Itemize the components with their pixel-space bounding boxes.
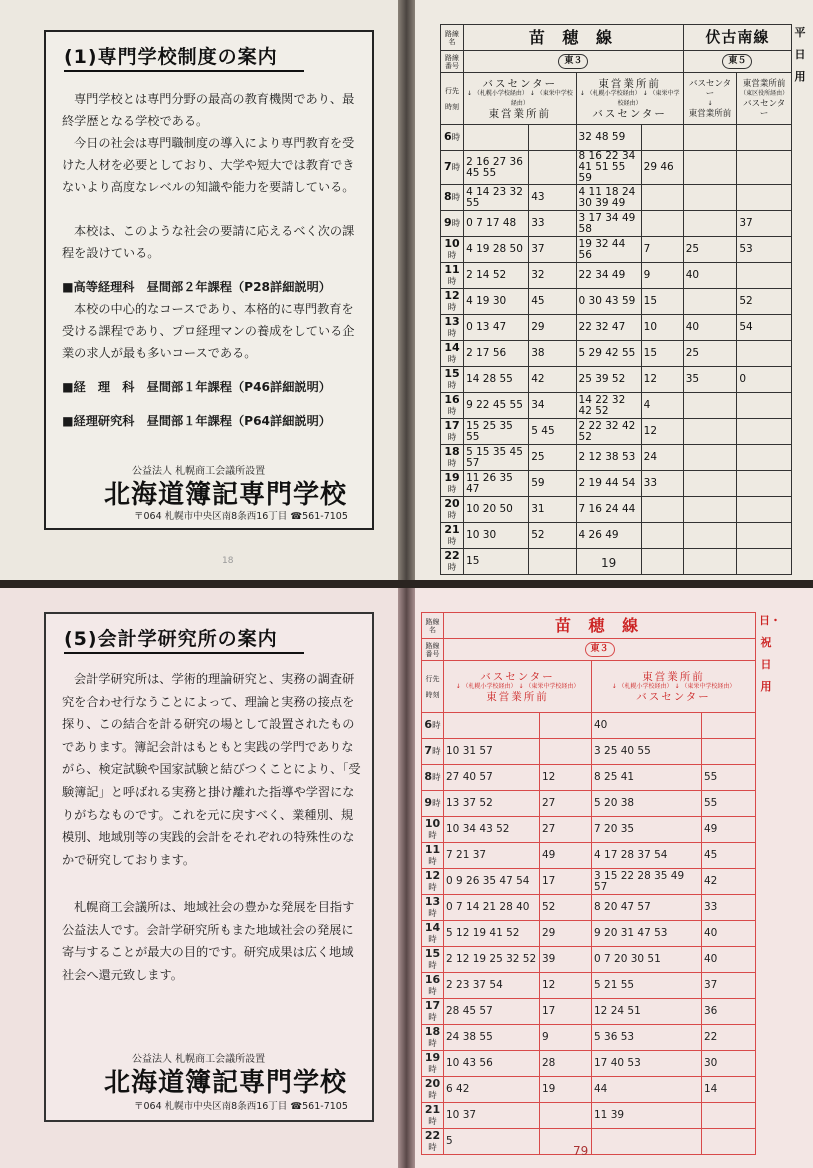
departure-minutes-cell xyxy=(683,471,737,497)
weekday-timetable-body xyxy=(441,125,792,575)
departure-minutes-cell: 25 39 52 xyxy=(576,367,641,393)
departure-minutes-cell xyxy=(641,211,683,237)
departure-minutes-cell: 8 16 22 34 41 51 55 59 xyxy=(576,151,641,185)
info-box xyxy=(44,30,374,530)
page-number-79: 79 xyxy=(573,1144,589,1158)
departure-minutes-cell: 19 xyxy=(540,1077,592,1103)
departure-minutes-cell xyxy=(641,185,683,211)
departure-minutes-cell xyxy=(702,1103,756,1129)
timetable-row xyxy=(422,869,756,895)
timetable-row xyxy=(422,895,756,921)
course-accounting-research: ■経理研究科 昼間部１年課程（P64詳細説明） xyxy=(62,414,331,428)
timetable-row xyxy=(422,1103,756,1129)
route-higashi3-badge: 東３ xyxy=(558,54,588,69)
departure-minutes-cell: 5 21 55 xyxy=(592,973,702,999)
departure-minutes-cell: 3 25 40 55 xyxy=(592,739,702,765)
departure-minutes-cell xyxy=(529,549,576,575)
departure-minutes-cell: 9 20 31 47 53 xyxy=(592,921,702,947)
holiday-direction-bc-to-depot: バスセンター ↓ （札幌小学校経由） ↓ （東栄中学校経由） 東営業所前 xyxy=(444,661,592,713)
departure-minutes-cell: 22 xyxy=(702,1025,756,1051)
departure-minutes-cell xyxy=(683,445,737,471)
hour-cell: 16時 xyxy=(422,973,444,999)
departure-minutes-cell: 8 25 41 xyxy=(592,765,702,791)
hour-cell: 20時 xyxy=(441,497,464,523)
departure-minutes-cell: 4 26 49 xyxy=(576,523,641,549)
departure-minutes-cell: 0 7 14 21 28 40 xyxy=(444,895,540,921)
departure-minutes-cell: 55 xyxy=(702,791,756,817)
holiday-timetable xyxy=(421,612,756,1155)
school-address: 〒064 札幌市中央区南8条西16丁目 ☎561-7105 xyxy=(134,511,348,522)
departure-minutes-cell: 4 19 28 50 xyxy=(464,237,529,263)
hour-cell: 12時 xyxy=(422,869,444,895)
hour-cell: 6時 xyxy=(422,713,444,739)
departure-minutes-cell: 25 xyxy=(529,445,576,471)
holiday-header-route-label: 路線番号 xyxy=(422,639,444,661)
route-higashi3 xyxy=(464,51,684,73)
departure-minutes-cell xyxy=(444,713,540,739)
departure-minutes-cell xyxy=(702,713,756,739)
photo-divider xyxy=(0,580,813,588)
departure-minutes-cell xyxy=(464,125,529,151)
weekday-side-label: 平日用 xyxy=(794,26,806,83)
institute-sponsor-text: 公益法人 札幌商工会議所設置 xyxy=(132,1054,266,1065)
departure-minutes-cell: 5 36 53 xyxy=(592,1025,702,1051)
departure-minutes-cell: 19 32 44 56 xyxy=(576,237,641,263)
info-paragraph-1: 専門学校とは専門分野の最高の教育機関であり、最終学歴となる学校である。 xyxy=(62,92,355,128)
departure-minutes-cell: 2 12 19 25 32 52 xyxy=(444,947,540,973)
departure-minutes-cell xyxy=(529,151,576,185)
departure-minutes-cell xyxy=(702,1129,756,1155)
departure-minutes-cell: 15 25 35 55 xyxy=(464,419,529,445)
page-number-19: 19 xyxy=(601,556,617,570)
departure-minutes-cell: 40 xyxy=(683,263,737,289)
timetable-row xyxy=(441,211,792,237)
departure-minutes-cell: 52 xyxy=(737,289,792,315)
hour-cell: 7時 xyxy=(422,739,444,765)
hour-cell: 18時 xyxy=(422,1025,444,1051)
hour-cell: 16時 xyxy=(441,393,464,419)
info-paragraph-3: 本校は、このような社会の要請に応えるべく次の課程を設けている。 xyxy=(62,224,355,260)
departure-minutes-cell xyxy=(737,419,792,445)
hour-cell: 13時 xyxy=(441,315,464,341)
departure-minutes-cell: 6 42 xyxy=(444,1077,540,1103)
departure-minutes-cell xyxy=(641,549,683,575)
departure-minutes-cell: 0 9 26 35 47 54 xyxy=(444,869,540,895)
departure-minutes-cell: 0 7 20 30 51 xyxy=(592,947,702,973)
hour-cell: 17時 xyxy=(441,419,464,445)
departure-minutes-cell: 33 xyxy=(529,211,576,237)
hour-cell: 17時 xyxy=(422,999,444,1025)
departure-minutes-cell xyxy=(683,419,737,445)
page-footer-number: 18 xyxy=(222,556,234,566)
departure-minutes-cell: 15 xyxy=(464,549,529,575)
header-route-label: 路線番号 xyxy=(441,51,464,73)
departure-minutes-cell: 52 xyxy=(529,523,576,549)
departure-minutes-cell: 40 xyxy=(702,921,756,947)
departure-minutes-cell xyxy=(683,151,737,185)
course-accounting: ■経 理 科 昼間部１年課程（P46詳細説明） xyxy=(62,380,331,394)
departure-minutes-cell: 10 30 xyxy=(464,523,529,549)
departure-minutes-cell: 53 xyxy=(737,237,792,263)
departure-minutes-cell: 13 37 52 xyxy=(444,791,540,817)
departure-minutes-cell xyxy=(683,289,737,315)
departure-minutes-cell: 10 34 43 52 xyxy=(444,817,540,843)
weekday-timetable xyxy=(440,24,792,575)
departure-minutes-cell: 40 xyxy=(592,713,702,739)
info-title: (1)専門学校制度の案内 xyxy=(64,46,278,68)
departure-minutes-cell: 0 13 47 xyxy=(464,315,529,341)
departure-minutes-cell: 11 39 xyxy=(592,1103,702,1129)
departure-minutes-cell xyxy=(737,263,792,289)
hour-cell: 15時 xyxy=(441,367,464,393)
departure-minutes-cell: 37 xyxy=(702,973,756,999)
departure-minutes-cell: 5 15 35 45 57 xyxy=(464,445,529,471)
departure-minutes-cell: 4 14 23 32 55 xyxy=(464,185,529,211)
info-paragraph-2: 今日の社会は専門職制度の導入により専門教育を受けた人材を必要としており、大学や短大では教育できないより高度なレベルの知識や能力を要請している。 xyxy=(62,136,355,194)
departure-minutes-cell xyxy=(529,125,576,151)
departure-minutes-cell: 29 xyxy=(529,315,576,341)
timetable-row xyxy=(441,341,792,367)
departure-minutes-cell: 10 31 57 xyxy=(444,739,540,765)
departure-minutes-cell: 3 15 22 28 35 49 57 xyxy=(592,869,702,895)
departure-minutes-cell: 12 xyxy=(641,419,683,445)
page-research-institute xyxy=(0,588,398,1168)
departure-minutes-cell: 7 20 35 xyxy=(592,817,702,843)
school-name: 北海道簿記専門学校 xyxy=(104,480,348,510)
departure-minutes-cell: 2 14 52 xyxy=(464,263,529,289)
departure-minutes-cell: 9 xyxy=(540,1025,592,1051)
departure-minutes-cell xyxy=(737,185,792,211)
departure-minutes-cell xyxy=(683,185,737,211)
departure-minutes-cell: 15 xyxy=(641,341,683,367)
departure-minutes-cell: 10 37 xyxy=(444,1103,540,1129)
departure-minutes-cell: 33 xyxy=(702,895,756,921)
hour-cell: 20時 xyxy=(422,1077,444,1103)
departure-minutes-cell xyxy=(683,523,737,549)
departure-minutes-cell: 35 xyxy=(683,367,737,393)
departure-minutes-cell: 45 xyxy=(529,289,576,315)
departure-minutes-cell: 4 xyxy=(641,393,683,419)
holiday-route-badge: 東３ xyxy=(585,642,615,657)
departure-minutes-cell: 0 xyxy=(737,367,792,393)
hour-cell: 11時 xyxy=(422,843,444,869)
line-fushiko-minami: 伏古南線 xyxy=(683,25,791,51)
title-underline xyxy=(64,70,304,72)
departure-minutes-cell: 36 xyxy=(702,999,756,1025)
hour-cell: 15時 xyxy=(422,947,444,973)
hour-cell: 8時 xyxy=(422,765,444,791)
hour-cell: 13時 xyxy=(422,895,444,921)
departure-minutes-cell xyxy=(540,739,592,765)
departure-minutes-cell xyxy=(683,211,737,237)
timetable-row xyxy=(422,843,756,869)
departure-minutes-cell xyxy=(737,549,792,575)
header-dest-hour-label: 行先 時刻 xyxy=(441,73,464,125)
departure-minutes-cell: 27 xyxy=(540,791,592,817)
timetable-row xyxy=(441,237,792,263)
departure-minutes-cell: 14 22 32 42 52 xyxy=(576,393,641,419)
departure-minutes-cell: 40 xyxy=(702,947,756,973)
departure-minutes-cell xyxy=(737,151,792,185)
departure-minutes-cell: 28 xyxy=(540,1051,592,1077)
timetable-row xyxy=(422,1077,756,1103)
timetable-row xyxy=(422,1025,756,1051)
departure-minutes-cell: 5 12 19 41 52 xyxy=(444,921,540,947)
timetable-row xyxy=(441,419,792,445)
timetable-row xyxy=(422,817,756,843)
timetable-row xyxy=(422,973,756,999)
departure-minutes-cell: 37 xyxy=(529,237,576,263)
departure-minutes-cell: 4 19 30 xyxy=(464,289,529,315)
departure-minutes-cell xyxy=(540,1103,592,1129)
departure-minutes-cell xyxy=(683,125,737,151)
departure-minutes-cell xyxy=(737,125,792,151)
timetable-row xyxy=(422,739,756,765)
departure-minutes-cell: 31 xyxy=(529,497,576,523)
departure-minutes-cell: 12 24 51 xyxy=(592,999,702,1025)
departure-minutes-cell: 27 40 57 xyxy=(444,765,540,791)
timetable-row xyxy=(441,315,792,341)
departure-minutes-cell xyxy=(702,739,756,765)
departure-minutes-cell xyxy=(737,341,792,367)
departure-minutes-cell: 2 12 38 53 xyxy=(576,445,641,471)
hour-cell: 14時 xyxy=(441,341,464,367)
timetable-row xyxy=(441,125,792,151)
holiday-header-line-label: 路線名 xyxy=(422,613,444,639)
departure-minutes-cell xyxy=(641,523,683,549)
departure-minutes-cell xyxy=(737,523,792,549)
timetable-row xyxy=(422,765,756,791)
departure-minutes-cell: 59 xyxy=(529,471,576,497)
timetable-row xyxy=(422,921,756,947)
departure-minutes-cell: 24 38 55 xyxy=(444,1025,540,1051)
holiday-header-dest-hour-label: 行先 時刻 xyxy=(422,661,444,713)
timetable-row xyxy=(441,523,792,549)
hour-cell: 21時 xyxy=(422,1103,444,1129)
holiday-line-naebo: 苗 穂 線 xyxy=(444,613,756,639)
departure-minutes-cell: 12 xyxy=(540,765,592,791)
timetable-row xyxy=(422,791,756,817)
route-higashi5-badge: 東５ xyxy=(722,54,752,69)
direction-fushiko-out: バスセンター ↓ 東営業所前 xyxy=(683,73,737,125)
hour-cell: 18時 xyxy=(441,445,464,471)
hour-cell: 9時 xyxy=(422,791,444,817)
departure-minutes-cell: 5 20 38 xyxy=(592,791,702,817)
departure-minutes-cell xyxy=(683,497,737,523)
page-weekday-timetable xyxy=(415,0,813,580)
departure-minutes-cell xyxy=(737,497,792,523)
departure-minutes-cell: 10 xyxy=(641,315,683,341)
institute-title: (5)会計学研究所の案内 xyxy=(64,628,278,650)
departure-minutes-cell: 38 xyxy=(529,341,576,367)
departure-minutes-cell: 32 48 59 xyxy=(576,125,641,151)
departure-minutes-cell: 49 xyxy=(702,817,756,843)
hour-cell: 21時 xyxy=(441,523,464,549)
departure-minutes-cell: 25 xyxy=(683,341,737,367)
hour-cell: 19時 xyxy=(422,1051,444,1077)
timetable-row xyxy=(441,263,792,289)
timetable-row xyxy=(441,151,792,185)
timetable-row xyxy=(441,185,792,211)
book-gutter-bottom xyxy=(398,588,415,1168)
departure-minutes-cell: 43 xyxy=(529,185,576,211)
departure-minutes-cell: 10 20 50 xyxy=(464,497,529,523)
departure-minutes-cell: 32 xyxy=(529,263,576,289)
departure-minutes-cell xyxy=(540,713,592,739)
timetable-row xyxy=(422,1051,756,1077)
timetable-row xyxy=(441,289,792,315)
departure-minutes-cell: 39 xyxy=(540,947,592,973)
departure-minutes-cell: 17 xyxy=(540,869,592,895)
institute-info-box xyxy=(44,612,374,1122)
departure-minutes-cell: 2 22 32 42 52 xyxy=(576,419,641,445)
timetable-row xyxy=(441,471,792,497)
timetable-row xyxy=(441,367,792,393)
departure-minutes-cell: 12 xyxy=(641,367,683,393)
departure-minutes-cell: 29 xyxy=(540,921,592,947)
departure-minutes-cell: 4 17 28 37 54 xyxy=(592,843,702,869)
holiday-route-higashi3 xyxy=(444,639,756,661)
timetable-row xyxy=(441,497,792,523)
departure-minutes-cell: 2 17 56 xyxy=(464,341,529,367)
departure-minutes-cell: 52 xyxy=(540,895,592,921)
departure-minutes-cell: 2 16 27 36 45 55 xyxy=(464,151,529,185)
timetable-row xyxy=(422,947,756,973)
departure-minutes-cell: 3 17 34 49 58 xyxy=(576,211,641,237)
sponsor-text: 公益法人 札幌商工会議所設置 xyxy=(132,466,266,477)
page-school-info xyxy=(0,0,398,580)
direction-bc-to-depot: バスセンター ↓ （札幌小学校経由） ↓ （東栄中学校経由） 東営業所前 xyxy=(464,73,576,125)
departure-minutes-cell: 2 19 44 54 xyxy=(576,471,641,497)
departure-minutes-cell: 7 21 37 xyxy=(444,843,540,869)
departure-minutes-cell: 49 xyxy=(540,843,592,869)
departure-minutes-cell: 22 32 47 xyxy=(576,315,641,341)
departure-minutes-cell xyxy=(592,1129,702,1155)
departure-minutes-cell: 22 34 49 xyxy=(576,263,641,289)
line-naebo: 苗 穂 線 xyxy=(464,25,684,51)
departure-minutes-cell: 25 xyxy=(683,237,737,263)
departure-minutes-cell: 7 16 24 44 xyxy=(576,497,641,523)
departure-minutes-cell: 40 xyxy=(683,315,737,341)
direction-depot-to-bc: 東営業所前 ↓ （札幌小学校経由） ↓ （東栄中学校経由） バスセンター xyxy=(576,73,683,125)
departure-minutes-cell: 17 xyxy=(540,999,592,1025)
departure-minutes-cell: 28 45 57 xyxy=(444,999,540,1025)
hour-cell: 12時 xyxy=(441,289,464,315)
timetable-row xyxy=(422,713,756,739)
institute-school-name: 北海道簿記専門学校 xyxy=(104,1068,348,1098)
course-advanced-desc: 本校の中心的なコースであり、本格的に専門教育を受ける課程であり、プロ経理マンの養成をしている企業の求人が最も多いコースである。 xyxy=(62,302,355,360)
departure-minutes-cell: 5 29 42 55 xyxy=(576,341,641,367)
departure-minutes-cell xyxy=(641,125,683,151)
departure-minutes-cell: 30 xyxy=(702,1051,756,1077)
hour-cell: 7時 xyxy=(441,151,464,185)
hour-cell: 22時 xyxy=(422,1129,444,1155)
hour-cell: 19時 xyxy=(441,471,464,497)
holiday-direction-depot-to-bc: 東営業所前 ↓ （札幌小学校経由） ↓ （東栄中学校経由） バスセンター xyxy=(592,661,756,713)
departure-minutes-cell xyxy=(737,393,792,419)
book-gutter-top xyxy=(398,0,415,580)
departure-minutes-cell xyxy=(683,549,737,575)
departure-minutes-cell: 33 xyxy=(641,471,683,497)
departure-minutes-cell: 5 45 xyxy=(529,419,576,445)
course-advanced-accounting: ■高等経理科 昼間部２年課程（P28詳細説明） xyxy=(62,280,331,294)
direction-fushiko-in: 東営業所前 （東区役所経由） バスセンター xyxy=(737,73,792,125)
institute-title-underline xyxy=(64,652,304,654)
hour-cell: 14時 xyxy=(422,921,444,947)
institute-paragraph-2: 札幌商工会議所は、地域社会の豊かな発展を目指す公益法人です。会計学研究所もまた地域社会の発展に寄与することが最大の目的です。研究成果は広く地域社会へ還元致します。 xyxy=(62,900,355,982)
hour-cell: 10時 xyxy=(422,817,444,843)
departure-minutes-cell: 44 xyxy=(592,1077,702,1103)
departure-minutes-cell: 42 xyxy=(529,367,576,393)
departure-minutes-cell: 42 xyxy=(702,869,756,895)
holiday-timetable-body xyxy=(422,713,756,1155)
page-holiday-timetable xyxy=(415,588,813,1168)
hour-cell: 8時 xyxy=(441,185,464,211)
departure-minutes-cell: 37 xyxy=(737,211,792,237)
departure-minutes-cell: 27 xyxy=(540,817,592,843)
departure-minutes-cell: 7 xyxy=(641,237,683,263)
departure-minutes-cell: 8 20 47 57 xyxy=(592,895,702,921)
header-line-label: 路線名 xyxy=(441,25,464,51)
departure-minutes-cell: 0 7 17 48 xyxy=(464,211,529,237)
departure-minutes-cell: 2 23 37 54 xyxy=(444,973,540,999)
departure-minutes-cell: 17 40 53 xyxy=(592,1051,702,1077)
departure-minutes-cell: 5 xyxy=(444,1129,540,1155)
departure-minutes-cell: 55 xyxy=(702,765,756,791)
departure-minutes-cell: 14 28 55 xyxy=(464,367,529,393)
institute-paragraph-1: 会計学研究所は、学術的理論研究と、実務の調査研究を合わせ行なうことによって、理論と実務の接点を探り、この結合を計る研究の場として設置されたものであります。簿記会計はもともと実践の学門でありながら、検定試験や国家試験と結びつくことにより、「受験簿記」と呼ばれる実務と掛け離れた指導や学習になりがちなものです。これを元に戻すべく、業種別、規模別、地域別等の実践的会計をそれぞれの特殊性のなかで研究しております。 xyxy=(62,672,361,867)
departure-minutes-cell: 15 xyxy=(641,289,683,315)
departure-minutes-cell: 9 22 45 55 xyxy=(464,393,529,419)
timetable-row xyxy=(441,393,792,419)
departure-minutes-cell xyxy=(641,497,683,523)
departure-minutes-cell: 4 11 18 24 30 39 49 xyxy=(576,185,641,211)
departure-minutes-cell: 14 xyxy=(702,1077,756,1103)
hour-cell: 10時 xyxy=(441,237,464,263)
hour-cell: 6時 xyxy=(441,125,464,151)
departure-minutes-cell: 29 46 xyxy=(641,151,683,185)
institute-school-address: 〒064 札幌市中央区南8条西16丁目 ☎561-7105 xyxy=(134,1101,348,1112)
departure-minutes-cell xyxy=(683,393,737,419)
hour-cell: 22時 xyxy=(441,549,464,575)
hour-cell: 11時 xyxy=(441,263,464,289)
hour-cell: 9時 xyxy=(441,211,464,237)
departure-minutes-cell: 34 xyxy=(529,393,576,419)
holiday-side-label: 日・祝日用 xyxy=(759,614,781,693)
departure-minutes-cell: 10 43 56 xyxy=(444,1051,540,1077)
departure-minutes-cell: 54 xyxy=(737,315,792,341)
timetable-row xyxy=(422,999,756,1025)
departure-minutes-cell: 45 xyxy=(702,843,756,869)
timetable-row xyxy=(422,1129,756,1155)
departure-minutes-cell: 9 xyxy=(641,263,683,289)
departure-minutes-cell: 0 30 43 59 xyxy=(576,289,641,315)
departure-minutes-cell: 11 26 35 47 xyxy=(464,471,529,497)
departure-minutes-cell: 24 xyxy=(641,445,683,471)
departure-minutes-cell xyxy=(737,445,792,471)
departure-minutes-cell xyxy=(737,471,792,497)
route-higashi5 xyxy=(683,51,791,73)
timetable-row xyxy=(441,445,792,471)
departure-minutes-cell: 12 xyxy=(540,973,592,999)
